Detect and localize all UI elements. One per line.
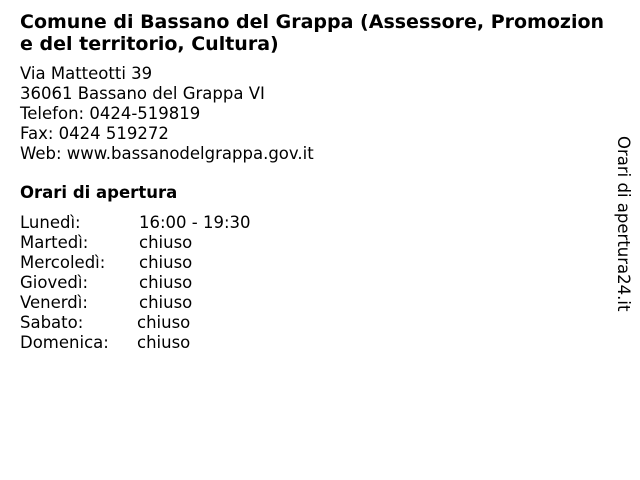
day-label: Martedì: <box>20 233 89 252</box>
street-address: Via Matteotti 39 <box>20 64 153 83</box>
hours-value: chiuso <box>139 233 193 252</box>
website: Web: www.bassanodelgrappa.gov.it <box>20 144 314 163</box>
hours-row-wednesday <box>20 253 251 273</box>
hours-row-tuesday <box>20 233 251 253</box>
hours-value: chiuso <box>139 253 193 272</box>
hours-value: chiuso <box>139 293 193 312</box>
opening-hours-table <box>20 213 251 353</box>
hours-value: 16:00 - 19:30 <box>139 213 251 232</box>
site-watermark: Orari di apertura24.it <box>614 136 633 312</box>
day-label: Venerdì: <box>20 293 88 312</box>
day-label: Domenica: <box>20 333 109 352</box>
page-title: Comune di Bassano del Grappa (Assessore, Promozione del territorio, Cultura) <box>20 11 605 55</box>
hours-value: chiuso <box>139 273 193 292</box>
fax-number: Fax: 0424 519272 <box>20 124 169 143</box>
hours-row-thursday <box>20 273 251 293</box>
hours-row-monday <box>20 213 251 233</box>
hours-value: chiuso <box>137 313 191 332</box>
phone-number: Telefon: 0424-519819 <box>20 104 201 123</box>
city-address: 36061 Bassano del Grappa VI <box>20 84 265 103</box>
hours-row-friday <box>20 293 251 313</box>
hours-row-sunday <box>20 333 251 353</box>
day-label: Mercoledì: <box>20 253 106 272</box>
opening-hours-heading: Orari di apertura <box>20 183 178 202</box>
address-block <box>20 64 314 164</box>
day-label: Lunedì: <box>20 213 81 232</box>
day-label: Giovedì: <box>20 273 88 292</box>
hours-value: chiuso <box>137 333 191 352</box>
hours-row-saturday <box>20 313 251 333</box>
day-label: Sabato: <box>20 313 84 332</box>
